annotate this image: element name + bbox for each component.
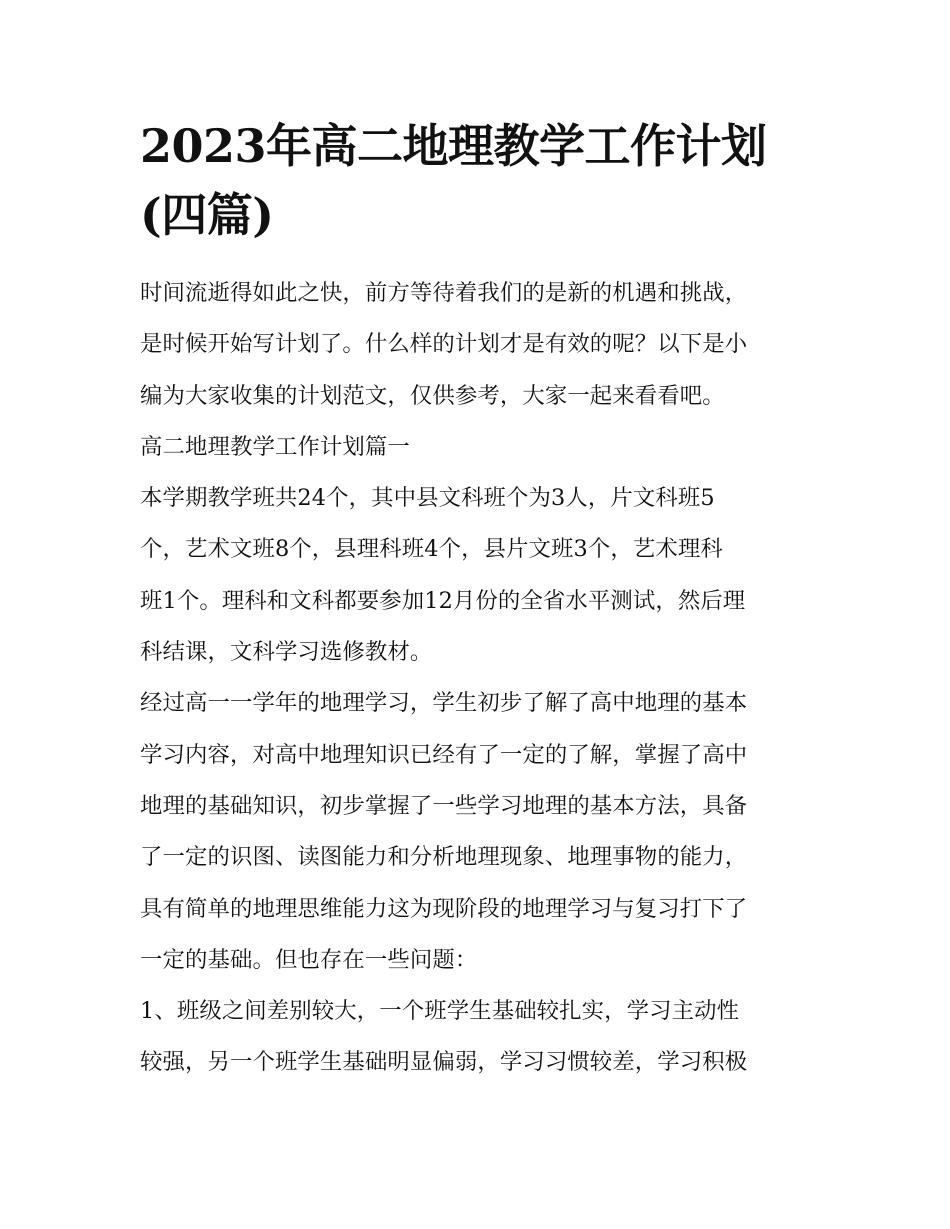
title-line-2: (四篇): [140, 188, 274, 242]
title-line-1: 2023年高二地理教学工作计划: [140, 119, 767, 173]
text-line: 是时候开始写计划了。什么样的计划才是有效的呢？以下是小: [140, 331, 748, 358]
text-line: 了一定的识图、读图能力和分析地理现象、地理事物的能力，: [140, 844, 748, 871]
text-line: 本学期教学班共24个，其中县文科班个为3人，片文科班5: [140, 485, 715, 512]
list-item-line: 1、班级之间差别较大，一个班学生基础较扎实，学习主动性: [140, 998, 740, 1025]
text-line: 地理的基础知识，初步掌握了一些学习地理的基本方法，具备: [140, 792, 748, 819]
text-line: 具有简单的地理思维能力这为现阶段的地理学习与复习打下了: [140, 895, 748, 922]
text-line: 一定的基础。但也存在一些问题：: [140, 946, 478, 973]
list-item-line: 较强，另一个班学生基础明显偏弱，学习习惯较差，学习积极: [140, 1049, 748, 1076]
document-body: [140, 268, 812, 1089]
text-line: 班1个。理科和文科都要参加12月份的全省水平测试，然后理: [140, 587, 746, 614]
text-line: 经过高一一学年的地理学习，学生初步了解了高中地理的基本: [140, 690, 748, 717]
text-line: 编为大家收集的计划范文，仅供参考，大家一起来看看吧。: [140, 382, 725, 409]
document-title: [140, 112, 812, 250]
text-line: 科结课，文科学习选修教材。: [140, 639, 433, 666]
document-page: [140, 112, 812, 1089]
section-heading: 高二地理教学工作计划篇一: [140, 433, 410, 460]
text-line: 学习内容，对高中地理知识已经有了一定的了解，掌握了高中: [140, 741, 748, 768]
text-line: 个，艺术文班8个，县理科班4个，县片文班3个，艺术理科: [140, 536, 723, 563]
text-line: 时间流逝得如此之快，前方等待着我们的是新的机遇和挑战，: [140, 280, 748, 306]
